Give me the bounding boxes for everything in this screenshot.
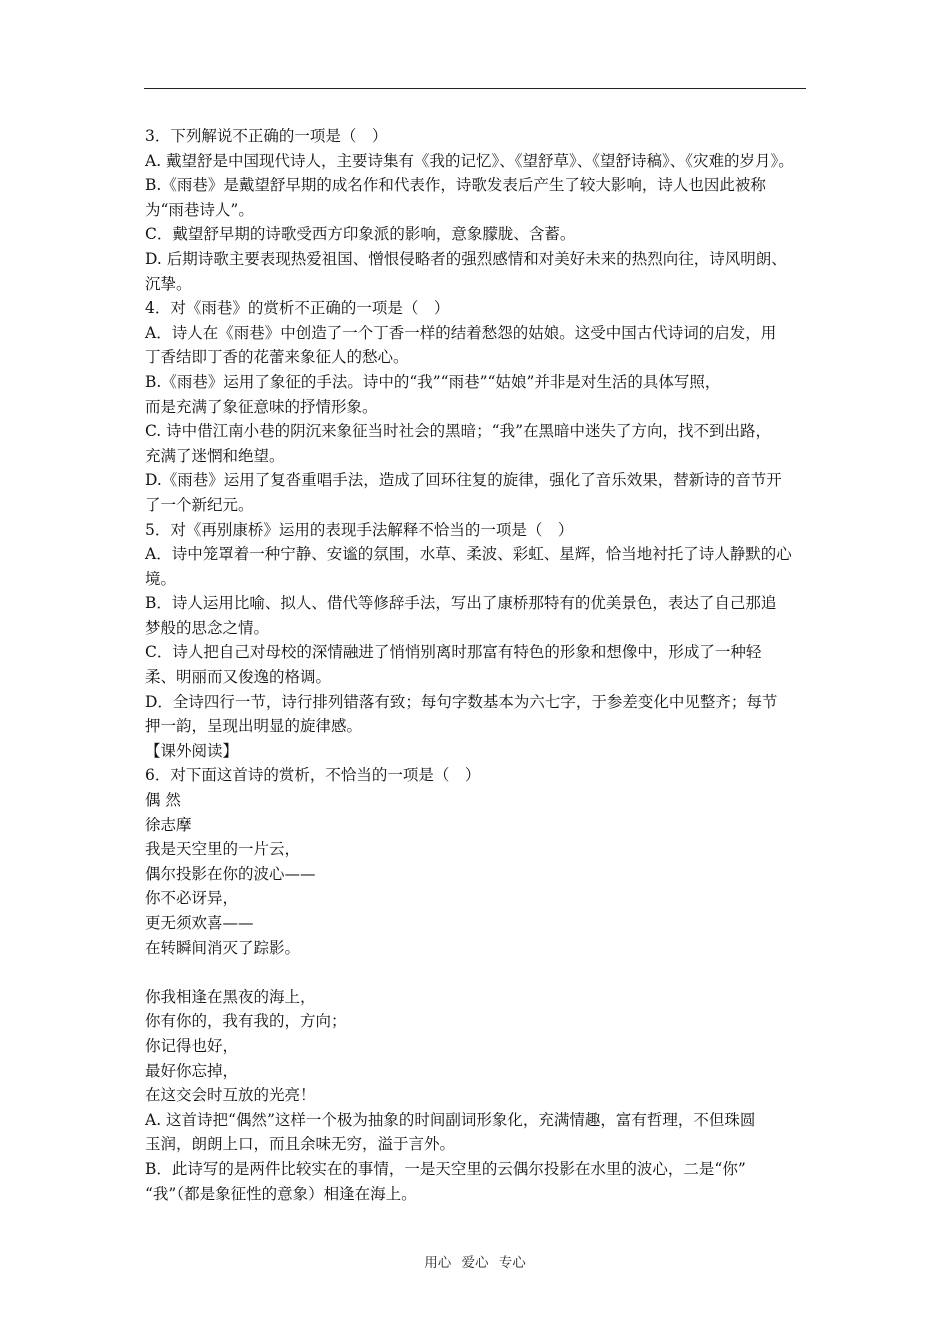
- text-line: A. 戴望舒是中国现代诗人，主要诗集有《我的记忆》、《望舒草》、《望舒诗稿》、《灾难的岁月》。: [145, 151, 794, 170]
- text-line: 最好你忘掉，: [145, 1061, 239, 1080]
- header-rule: [144, 88, 806, 89]
- text-line: 【课外阅读】: [145, 741, 239, 760]
- text-line: D. 后期诗歌主要表现热爱祖国、憎恨侵略者的强烈感情和对美好未来的热烈向往，诗风明朗、: [145, 249, 787, 268]
- text-line: A．诗中笼罩着一种宁静、安谧的氛围，水草、柔波、彩虹、星辉，恰当地衬托了诗人静默的心: [145, 545, 792, 564]
- text-line: 偶 然: [145, 791, 181, 810]
- text-line: 偶尔投影在你的波心——: [145, 864, 316, 883]
- text-line: 你我相逢在黑夜的海上，: [145, 987, 316, 1006]
- text-line: B．诗人运用比喻、拟人、借代等修辞手法，写出了康桥那特有的优美景色，表达了自己那追: [145, 594, 777, 613]
- text-line: D．全诗四行一节，诗行排列错落有致；每句字数基本为六七字，于参差变化中见整齐；每节: [145, 692, 778, 711]
- text-line: 押一韵，呈现出明显的旋律感。: [145, 717, 363, 736]
- blank-line: [145, 960, 807, 985]
- text-line: 6．对下面这首诗的赏析，不恰当的一项是（ ）: [145, 766, 481, 785]
- text-line: A．诗人在《雨巷》中创造了一个丁香一样的结着愁怨的姑娘。这受中国古代诗词的启发，用: [145, 323, 777, 342]
- text-line: 3．下列解说不正确的一项是（ ）: [145, 127, 388, 145]
- text-line: 5．对《再别康桥》运用的表现手法解释不恰当的一项是（ ）: [145, 520, 574, 539]
- text-line: 徐志摩: [145, 815, 192, 834]
- text-line: 玉润，朗朗上口，而且余味无穷，溢于言外。: [145, 1135, 456, 1154]
- text-line: B．此诗写的是两件比较实在的事情，一是天空里的云偶尔投影在水里的波心，二是“你”: [145, 1159, 746, 1178]
- text-line: C. 诗中借江南小巷的阴沉来象征当时社会的黑暗；“我”在黑暗中迷失了方向，找不到出路，: [145, 422, 772, 441]
- text-line: C．戴望舒早期的诗歌受西方印象派的影响，意象朦胧、含蓄。: [145, 225, 576, 244]
- text-line: 你记得也好，: [145, 1036, 239, 1055]
- text-line: 在这交会时互放的光亮！: [145, 1086, 316, 1105]
- text-line: 梦般的思念之情。: [145, 618, 270, 637]
- text-line: 你不必讶异，: [145, 889, 239, 908]
- text-line: C．诗人把自己对母校的深情融进了悄悄别离时那富有特色的形象和想像中，形成了一种轻: [145, 643, 762, 662]
- text-line: 了一个新纪元。: [145, 495, 254, 514]
- text-line: A. 这首诗把“偶然”这样一个极为抽象的时间副词形象化，充满情趣，富有哲理，不但珠圆: [145, 1110, 756, 1129]
- text-line: 境。: [145, 569, 177, 588]
- text-line: 4．对《雨巷》的赏析不正确的一项是（ ）: [145, 299, 450, 318]
- text-line: “我”（都是象征性的意象）相逢在海上。: [145, 1184, 417, 1203]
- text-line: 为“雨巷诗人”。: [145, 200, 254, 219]
- page-footer: 用心 爱心 专心: [424, 1255, 526, 1271]
- text-line: 我是天空里的一片云，: [145, 840, 301, 859]
- text-line: 在转瞬间消灭了踪影。: [145, 938, 301, 957]
- text-line: 你有你的，我有我的，方向；: [145, 1012, 347, 1031]
- text-line: 充满了迷惘和绝望。: [145, 446, 285, 465]
- text-line: 沉挚。: [145, 274, 192, 293]
- text-line: 柔、明丽而又俊逸的格调。: [145, 668, 332, 687]
- text-line: D.《雨巷》运用了复沓重唱手法，造成了回环往复的旋律，强化了音乐效果，替新诗的音节开: [145, 471, 782, 490]
- text-line: 而是充满了象征意味的抒情形象。: [145, 397, 378, 416]
- document-body: [145, 124, 807, 1206]
- text-line: B.《雨巷》运用了象征的手法。诗中的“我”“雨巷”“姑娘”并非是对生活的具体写照，: [145, 372, 721, 391]
- text-line: 丁香结即丁香的花蕾来象征人的愁心。: [145, 348, 409, 367]
- text-line: 更无须欢喜——: [145, 914, 254, 932]
- text-line: B.《雨巷》是戴望舒早期的成名作和代表作，诗歌发表后产生了较大影响，诗人也因此被称: [145, 176, 766, 195]
